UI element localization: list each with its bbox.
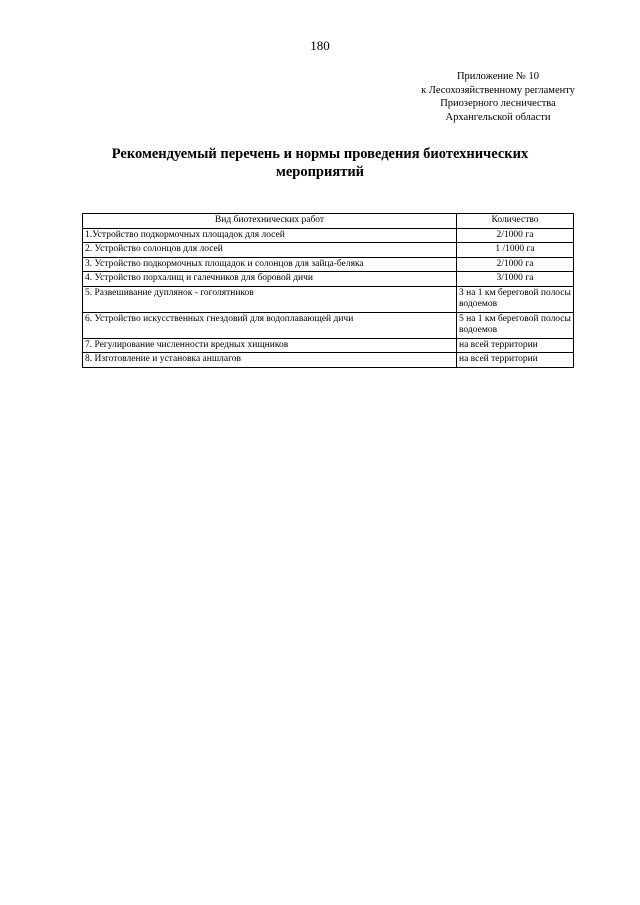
- table-row: [83, 353, 574, 368]
- table-row: [83, 312, 574, 338]
- table-header-row: [83, 214, 574, 229]
- appendix-line: Приозерного лесничества: [440, 98, 556, 109]
- qty-cell: на всей территории: [457, 353, 574, 368]
- work-cell: 8. Изготовление и установка аншлагов: [83, 353, 457, 368]
- qty-cell: 1 /1000 га: [457, 243, 574, 258]
- work-cell: 3. Устройство подкормочных площадок и солонцов для зайца-беляка: [83, 257, 457, 272]
- work-cell: 1.Устройство подкормочных площадок для лосей: [83, 228, 457, 243]
- table-row: [83, 286, 574, 312]
- measures-table: [82, 213, 574, 368]
- qty-cell: 3 на 1 км береговой полосы водоемов: [457, 286, 574, 312]
- title-line: мероприятий: [275, 164, 365, 180]
- table-row: [83, 338, 574, 353]
- appendix-line: Архангельской области: [445, 111, 551, 123]
- qty-cell: на всей территории: [457, 338, 574, 353]
- work-cell: 4. Устройство порхалищ и галечников для боровой дичи: [83, 272, 457, 287]
- document-title: [60, 145, 580, 181]
- measures-table-grid: [82, 213, 574, 368]
- appendix-note: [388, 70, 608, 124]
- work-cell: 2. Устройство солонцов для лосей: [83, 243, 457, 258]
- qty-cell: 3/1000 га: [457, 272, 574, 287]
- table-row: [83, 228, 574, 243]
- table-row: [83, 272, 574, 287]
- title-line: Рекомендуемый перечень и нормы проведения биотехнических: [111, 146, 529, 162]
- qty-cell: 5 на 1 км береговой полосы водоемов: [457, 312, 574, 338]
- work-cell: 7. Регулирование численности вредных хищников: [83, 338, 457, 353]
- appendix-line: к Лесохозяйственному регламенту: [421, 84, 575, 96]
- appendix-line: Приложение № 10: [456, 71, 540, 82]
- table-row: [83, 243, 574, 258]
- qty-cell: 2/1000 га: [457, 257, 574, 272]
- qty-cell: 2/1000 га: [457, 228, 574, 243]
- header-quantity: Количество: [457, 214, 574, 229]
- work-cell: 5. Развешивание дуплянок - гоголятников: [83, 286, 457, 312]
- table-row: [83, 257, 574, 272]
- page-number: 180: [310, 38, 330, 53]
- work-cell: 6. Устройство искусственных гнездовий для водоплавающей дичи: [83, 312, 457, 338]
- header-work-type: Вид биотехнических работ: [83, 214, 457, 229]
